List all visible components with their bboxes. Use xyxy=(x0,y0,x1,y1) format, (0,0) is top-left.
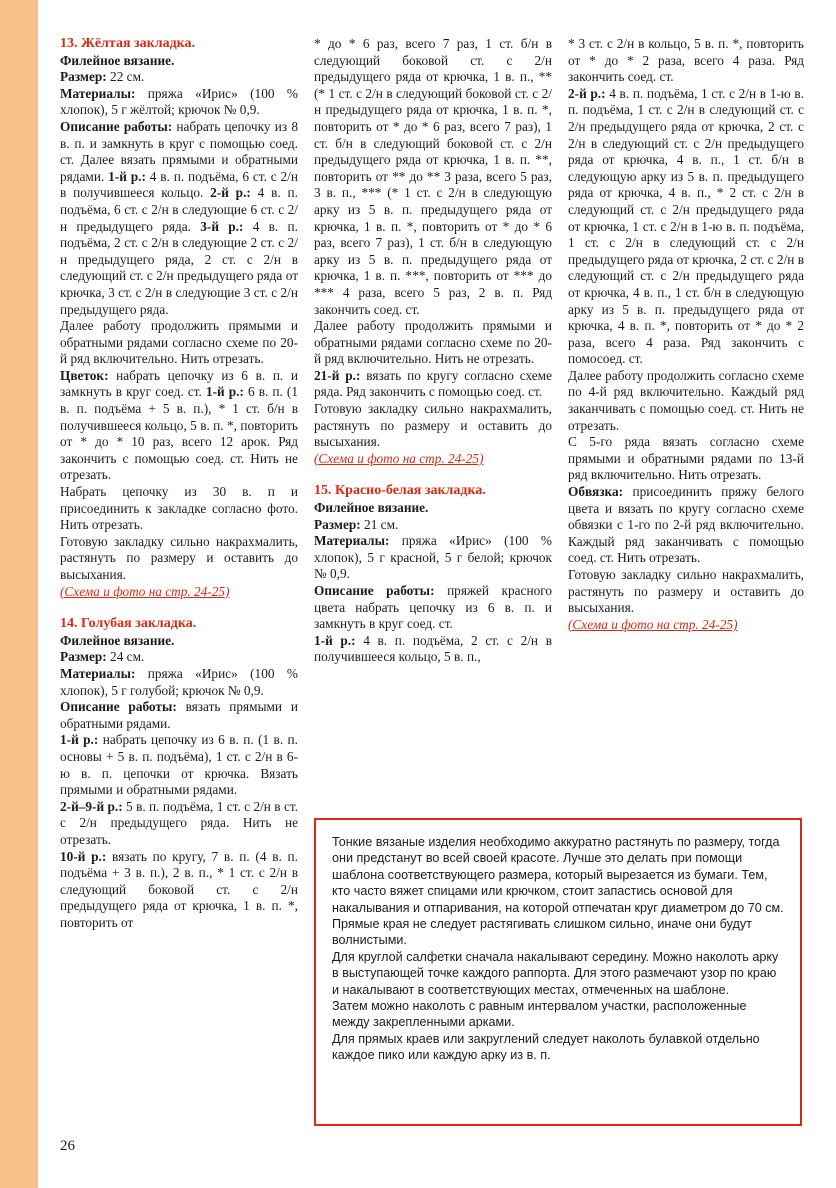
section-15-description: Описание работы: пряжей красного цвета набрать цепочку из 6 в. п. и замкнуть в круг соед. ст. xyxy=(314,583,552,632)
section-15-row-1: 1-й р.: 4 в. п. подъёма, 2 ст. с 2/н в получившееся кольцо, 5 в. п., xyxy=(314,632,552,665)
section-13-page-reference: (Схема и фото на стр. 24-25) xyxy=(60,583,230,599)
tips-box xyxy=(314,818,802,1126)
text-column-3 xyxy=(568,36,804,633)
section-14-paragraph: Готовую закладку сильно накрахмалить, растянуть по размеру и оставить до высыхания. xyxy=(314,401,552,450)
decorative-side-stripe xyxy=(0,0,38,1188)
section-13-paragraph: Готовую закладку сильно накрахмалить, растянуть по размеру и оставить до высыхания. xyxy=(60,533,298,582)
section-14-technique: Филейное вязание. xyxy=(60,632,175,648)
section-14-rows-2-9: 2-й–9-й р.: 5 в. п. подъёма, 1 ст. с 2/н в ст. с 2/н предыдущего ряда. Нить не отрезать. xyxy=(60,798,298,847)
section-13-technique: Филейное вязание. xyxy=(60,52,175,68)
text-column-1 xyxy=(60,36,298,931)
section-15-row-2: 2-й р.: 4 в. п. подъёма, 1 ст. с 2/н в 1-ю в. п. подъёма, 1 ст. с 2/н в следующий ст. с 2/н предыдущего ряда от крючка, 2 ст. с 2/н в следующий ст. с 2/н предыдущего ряда от крючка, 4 в. п., 1 ст. б/н в следующую арку из 5 в. п. предыдущего ряда от крючка, 4 в. п., * 2 ст. с 2/н в следующий ст. с 2/н предыдущего ряда от крючка, 1 ст. с 2/н в 1-ю в. п. подъёма, 1 ст. с 2/н в следующий ст. с 2/н предыдущего ряда от крючка, 2 ст. с 2/н в следующий ст. с 2/н предыдущего ряда от крючка, 4 в. п., 1 ст. б/н в следующую арку из 5 в. п. предыдущего ряда от крючка, 4 в. п. *, повторить от * до * 2 раза, всего 4 раза. Ряд закончить с помосоед. ст. xyxy=(568,85,804,367)
section-15-paragraph: Готовую закладку сильно накрахмалить, растянуть по размеру и оставить до высыхания. xyxy=(568,567,804,616)
section-13-paragraph: Далее работу продолжить прямыми и обратными рядами согласно схеме по 20-й ряд включительно. Нить отрезать. xyxy=(60,318,298,367)
section-15-edging: Обвязка: присоединить пряжу белого цвета и вязать по кругу согласно схеме обвязки с 1-го по 2-й ряд включительно. Каждый ряд заканчивать с помощью соед. ст. Нить отрезать. xyxy=(568,484,804,566)
section-14-row-21: 21-й р.: вязать по кругу согласно схеме ряда. Ряд закончить с помощью соед. ст. xyxy=(314,367,552,400)
tips-paragraph: Тонкие вязаные изделия необходимо аккуратно растянуть по размеру, тогда они предстанут во всей своей красоте. Лучше это делать при помощи шаблона соответствующего размера, который вырезается из бумаги. Тем, кто часто вяжет спицами или крючком, стоит запастись основой для накалывания и отпаривания, на которой отпечатан круг диаметром до 70 см. Прямые края не следует растягивать слишком сильно, иначе они будут волнистыми. xyxy=(332,835,784,948)
section-14-row-10: 10-й р.: вязать по кругу, 7 в. п. (4 в. п. подъёма + 3 в. п.), 2 в. п., * 1 ст. с 2/н в следующий боковой ст. с 2/н предыдущего ряда от крючка, 1 в. п. *, повторить от xyxy=(60,848,298,930)
page-number: 26 xyxy=(60,1138,75,1154)
text-column-2 xyxy=(314,36,552,666)
section-14-size: Размер: 24 см. xyxy=(60,649,145,665)
section-15-paragraph: Далее работу продолжить согласно схеме по 4-й ряд включительно. Каждый ряд заканчивать с помощью соед. ст. Нить не отрезать. xyxy=(568,367,804,433)
section-14-paragraph: Далее работу продолжить прямыми и обратными рядами согласно схеме по 20-й ряд включительно. Нить не отрезать. xyxy=(314,318,552,367)
section-14-page-reference: (Схема и фото на стр. 24-25) xyxy=(314,450,484,466)
section-15-title: 15. Красно-белая закладка. xyxy=(314,483,486,499)
section-15-paragraph: С 5-го ряда вязать согласно схеме прямыми и обратными рядами по 13-й ряд включительно. Нить отрезать. xyxy=(568,434,804,483)
section-14-title: 14. Голубая закладка. xyxy=(60,616,197,632)
section-13-title: 13. Жёлтая закладка. xyxy=(60,36,196,51)
section-13-size: Размер: 22 см. xyxy=(60,69,145,85)
section-15-page-reference: (Схема и фото на стр. 24-25) xyxy=(568,616,738,632)
section-15-materials: Материалы: пряжа «Ирис» (100 % хлопок), 5 г красной, 5 г белой; крючок № 0,9. xyxy=(314,533,552,582)
section-14-row-1: 1-й р.: набрать цепочку из 6 в. п. (1 в. п. основы + 5 в. п. подъёма), 1 ст. с 2/н в 6-ю в. п. цепочки от крючка. Вязать прямыми и обратными рядами. xyxy=(60,732,298,798)
section-14-continuation: * до * 6 раз, всего 7 раз, 1 ст. б/н в следующий боковой ст. с 2/н предыдущего ряда от крючка, 1 в. п., ** (* 1 ст. с 2/н в следующий боковой ст. с 2/н предыдущего ряда от крючка, 1 в. п. *, повторить от * до * 6 раз, всего 7 раз), 1 ст. б/н в следующий боковой ст. с 2/н предыдущего ряда от крючка, 1 в. п. **, повторить от ** до ** 3 раза, всего 5 раз, 3 в. п., *** (* 1 ст. с 2/н в следующую арку из 5 в. п. предыдущего ряда от крючка, 1 в. п. *, повторить от * до * 6 раз, всего 7 раз), 1 ст. б/н в следующую арку из 5 в. п. предыдущего ряда от крючка, 1 в. п. ***, повторить от *** до *** 4 раза, всего 5 раз, 2 в. п. Ряд закончить соед. ст. xyxy=(314,36,552,317)
section-15-continuation: * 3 ст. с 2/н в кольцо, 5 в. п. *, повторить от * до * 2 раза, всего 4 раза. Ряд закончить соед. ст. xyxy=(568,36,804,85)
section-13-description: Описание работы: набрать цепочку из 8 в. п. и замкнуть в круг с помощью соед. ст. Далее вязать прямыми и обратными рядами. 1-й р.: 4 в. п. подъёма, 6 ст. с 2/н в получившееся кольцо. 2-й р.: 4 в. п. подъёма, 6 ст. с 2/н в следующие 6 ст. с 2/н предыдущего ряда. 3-й р.: 4 в. п. подъёма, 2 ст. с 2/н в следующие 2 ст. с 2/н предыдущего ряда, 2 ст. с 2/н в следующий ст. с 2/н предыдущего ряда от крючка, 3 ст. с 2/н в следующие 3 ст. с 2/н предыдущего ряда. xyxy=(60,118,298,317)
section-13-materials: Материалы: пряжа «Ирис» (100 % хлопок), 5 г жёлтой; крючок № 0,9. xyxy=(60,85,298,118)
tips-paragraph: Затем можно наколоть с равным интервалом участки, расположенные между закрепленными арками. xyxy=(332,999,747,1030)
section-15-size: Размер: 21 см. xyxy=(314,516,399,532)
section-13-flower: Цветок: набрать цепочку из 6 в. п. и замкнуть в круг соед. ст. 1-й р.: 6 в. п. (1 в. п. подъёма + 5 в. п.), * 1 ст. б/н в получившееся кольцо, 5 в. п. *, повторить от * до * 10 раз, всего 12 арок. Ряд закончить с помощью соед. ст. Нить не отрезать. xyxy=(60,367,298,483)
tips-paragraph: Для круглой салфетки сначала накалывают середину. Можно наколоть арку в выступающей точке каждого раппорта. Для этого размечают узор по краю и накалывают в соответствующих местах, отмеченных на шаблоне. xyxy=(332,949,779,997)
tips-paragraph: Для прямых краев или закруглений следует наколоть булавкой отдельно каждое пико или каждую арку из в. п. xyxy=(332,1031,760,1063)
section-14-description: Описание работы: вязать прямыми и обратными рядами. xyxy=(60,699,298,731)
section-15-technique: Филейное вязание. xyxy=(314,500,429,516)
section-14-materials: Материалы: пряжа «Ирис» (100 % хлопок), 5 г голубой; крючок № 0,9. xyxy=(60,665,298,698)
section-13-paragraph: Набрать цепочку из 30 в. п и присоединить к закладке согласно фото. Нить отрезать. xyxy=(60,484,298,533)
